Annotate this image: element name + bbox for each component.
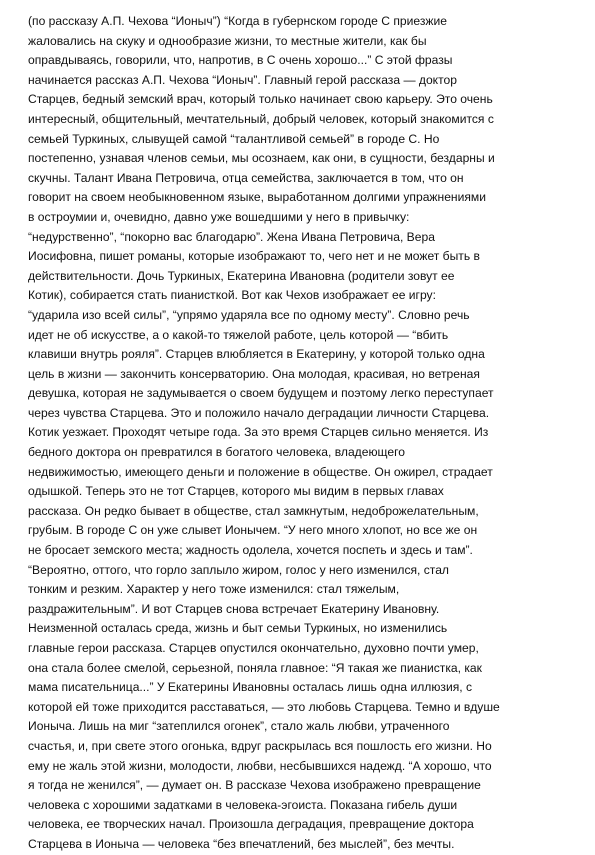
text-line: грубым. В городе С он уже слывет Ионычем. “У него много хлопот, но все же он [28,523,478,538]
text-line: человека с хорошими задатками в человека-эгоиста. Показана гибель души [28,797,458,812]
text-line: “Вероятно, оттого, что горло заплыло жиром, голос у него изменился, стал [28,562,449,577]
text-line: идет не об искусстве, а о какой-то тяжелой работе, цель которой — “вбить [28,327,449,342]
text-line: клавиши внутрь рояля”. Старцев влюбляется в Екатерину, у которой только одна [28,347,485,362]
text-line: главные герои рассказа. Старцев опустился окончательно, духовно почти умер, [28,641,479,655]
text-line: одышкой. Теперь это не тот Старцев, которого мы видим в первых главах [28,484,444,499]
text-line: (по рассказу А.П. Чехова “Ионыч”) “Когда в губернском городе С приезжие [28,14,447,28]
text-line: счастья, и, при свете этого огонька, вдруг раскрылась вся пошлость его жизни. Но [28,738,492,753]
text-line: девушка, которая не задумывается о своем будущем и поэтому легко переступает [28,386,494,401]
text-line: человека, ее творческих начал. Произошла деградация, превращение доктора [28,817,474,832]
text-line: ему не жаль этой жизни, молодости, любви, несбывшихся надежд. “А хорошо, что [28,758,492,773]
text-line: Котик уезжает. Проходят четыре года. За это время Старцев сильно меняется. Из [28,425,489,440]
text-line: скучны. Талант Ивана Петровича, отца семейства, заключается в том, что он [28,170,464,185]
text-line: Иосифовна, пишет романы, которые изображают то, чего нет и не может быть в [28,249,480,264]
text-line: Старцев, бедный земский врач, который только начинает свою карьеру. Это очень [28,92,493,107]
text-line: говорит на своем необыкновенном языке, выработанном долгими упражнениями [28,190,486,205]
text-line: я тогда не женился”, — думает он. В рассказе Чехова изображено превращение [28,778,481,793]
text-line: семьей Туркиных, слывущей самой “талантливой семьей” в городе С. Но [28,131,440,146]
text-line: Ионыча. Лишь на миг “затеплился огонек”, стало жаль любви, утраченного [28,719,450,734]
text-line: мама писательница...” У Екатерины Ивановны осталась лишь одна иллюзия, с [28,680,473,695]
text-line: она стала более смелой, серьезной, поняла главное: “Я такая же пианистка, как [28,660,482,675]
text-line: Старцева в Ионыча — человека “без впечатлений, без мыслей”, без мечты. [28,836,455,851]
text-line: Неизменной осталась среда, жизнь и быт семьи Туркиных, но изменились [28,621,448,636]
text-line: Котик), собирается стать пианисткой. Вот как Чехов изображает ее игру: [28,288,436,303]
text-line: бедного доктора он превратился в богатого человека, владеющего [28,445,405,460]
text-line: оправдываясь, говорили, что, напротив, в С очень хорошо...” С этой фразы [28,53,453,68]
text-line: действительности. Дочь Туркиных, Екатерина Ивановна (родители зовут ее [28,268,455,283]
text-line: раздражительным”. И вот Старцев снова встречает Екатерину Ивановну. [28,601,440,616]
text-line: начинается рассказ А.П. Чехова “Ионыч”. Главный герой рассказа — доктор [28,72,457,87]
text-line: недвижимостью, имеющего деньги и положение в обществе. Он ожирел, страдает [28,464,493,479]
text-line: жаловались на скуку и однообразие жизни, то местные жители, как бы [28,33,427,48]
text-line: в остроумии и, очевидно, давно уже вошедшими у него в привычку: [28,209,410,224]
text-line: тонким и резким. Характер у него тоже изменился: стал тяжелым, [28,582,400,597]
text-line: “недурственно”, “покорно вас благодарю”. Жена Ивана Петровича, Вера [28,229,435,244]
text-line: рассказа. Он редко бывает в обществе, стал замкнутым, недоброжелательным, [28,503,479,518]
text-line: которой ей тоже приходится расставаться, — это любовь Старцева. Темно и вдуше [28,699,500,714]
text-line: цель в жизни — закончить консерваторию. Она молодая, красивая, но ветреная [28,366,480,381]
essay-text [28,12,584,855]
text-line: не бросает земского места; жадность одолела, хочется поспеть и здесь и там”. [28,543,473,558]
text-line: через чувства Старцева. Это и положило начало деградации личности Старцева. [28,405,490,420]
text-line: “ударила изо всей силы”, “упрямо ударяла все по одному месту”. Словно речь [28,307,470,322]
text-line: постепенно, узнавая членов семьи, мы осознаем, как они, в сущности, бездарны и [28,151,495,166]
text-line: интересный, общительный, мечтательный, добрый человек, который знакомится с [28,111,494,126]
